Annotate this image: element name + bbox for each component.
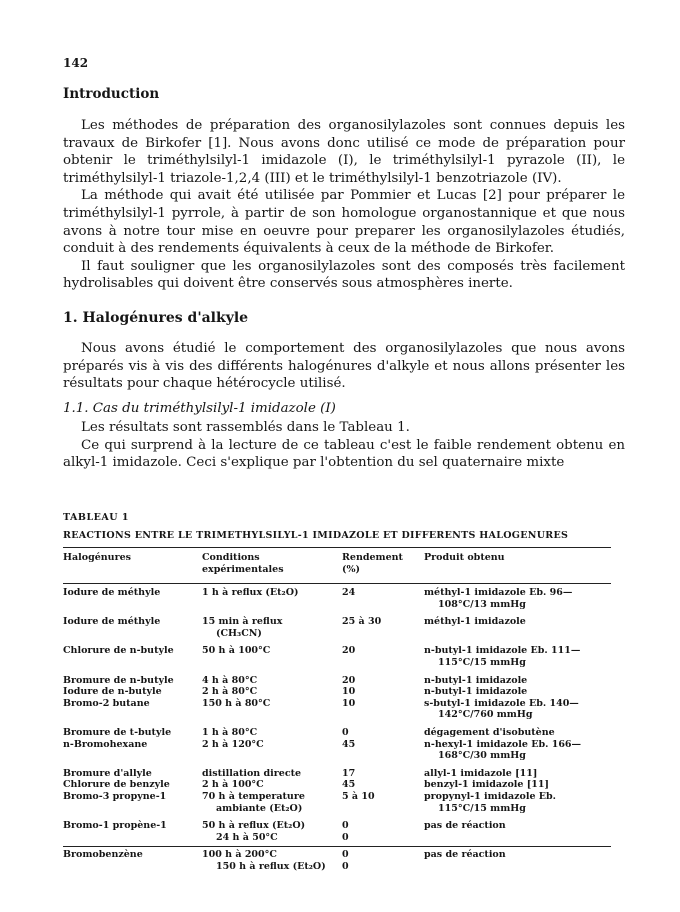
cell-halogenure: Chlorure de benzyle xyxy=(63,779,170,791)
cell-rendement-line: 20 xyxy=(342,645,356,657)
cell-rendement-line: 0 xyxy=(342,820,349,832)
section-body xyxy=(63,340,625,393)
cell-conditions xyxy=(202,698,330,710)
cell-produit xyxy=(424,820,614,832)
cell-conditions xyxy=(202,779,330,791)
cell-produit-line: allyl-1 imidazole [11] xyxy=(424,767,538,779)
cell-conditions-line: 150 h à 80°C xyxy=(202,697,271,709)
cell-rendement-line: 0 xyxy=(342,849,349,861)
cell-rendement-line: 5 à 10 xyxy=(342,790,375,802)
cell-rendement-line: 0 xyxy=(342,860,349,872)
cell-conditions-line: 1 h à 80°C xyxy=(202,726,258,738)
cell-conditions-line: 150 h à reflux (Et₂O) xyxy=(216,860,326,872)
cell-produit-line: 142°C/760 mmHg xyxy=(438,709,533,721)
cell-halogenure: Bromure d'allyle xyxy=(63,767,152,779)
cell-conditions xyxy=(202,686,330,698)
cell-conditions xyxy=(202,675,330,687)
cell-produit-line: 115°C/15 mmHg xyxy=(438,802,526,814)
cell-halogenure: Bromure de t-butyle xyxy=(63,726,172,738)
cell-produit xyxy=(424,779,614,791)
table-row xyxy=(63,616,611,639)
cell-produit-line: n-hexyl-1 imidazole Eb. 166— xyxy=(424,738,582,750)
cell-rendement xyxy=(342,686,414,698)
table-row xyxy=(63,587,611,610)
cell-produit xyxy=(424,587,614,610)
cell-produit xyxy=(424,645,614,668)
table-header-row xyxy=(63,552,611,578)
cell-produit xyxy=(424,739,614,762)
cell-conditions xyxy=(202,768,330,780)
cell-rendement-line: 25 à 30 xyxy=(342,616,382,628)
table-bottom-rule xyxy=(63,846,611,847)
cell-conditions-line: 2 h à 100°C xyxy=(202,779,264,791)
table-row xyxy=(63,675,611,687)
table-row xyxy=(63,768,611,780)
cell-conditions-line: ambiante (Et₂O) xyxy=(216,802,303,814)
table-row xyxy=(63,791,611,814)
cell-produit-line: n-butyl-1 imidazole xyxy=(424,674,528,686)
cell-produit xyxy=(424,698,614,721)
subsection-heading: 1.1. Cas du triméthylsilyl-1 imidazole (I) xyxy=(63,401,336,416)
cell-produit-line: n-butyl-1 imidazole xyxy=(424,686,528,698)
cell-conditions xyxy=(202,587,330,599)
cell-rendement-line: 17 xyxy=(342,767,356,779)
cell-rendement xyxy=(342,727,414,739)
cell-rendement-line: 0 xyxy=(342,726,349,738)
cell-rendement xyxy=(342,587,414,599)
table-row xyxy=(63,698,611,721)
cell-halogenure: Bromo-1 propène-1 xyxy=(63,820,167,832)
cell-conditions-line: 50 h à reflux (Et₂O) xyxy=(202,820,306,832)
cell-conditions-line: (CH₃CN) xyxy=(216,627,262,639)
cell-conditions-line: 100 h à 200°C xyxy=(202,849,277,861)
cell-halogenure: Bromobenzène xyxy=(63,849,143,861)
intro-paragraph-2: La méthode qui avait été utilisée par Pommier et Lucas [2] pour préparer le triméthylsilyl-1 pyrrole, à partir de son homologue organostannique et que nous avons à notre tour mise en oeuvre pour preparer les organosilylazoles étudiés, conduit à des rendements équivalents à ceux de la méthode de Birkofer. xyxy=(63,188,625,257)
cell-produit-line: s-butyl-1 imidazole Eb. 140— xyxy=(424,697,579,709)
cell-produit xyxy=(424,768,614,780)
cell-rendement-line: 45 xyxy=(342,738,356,750)
table-row xyxy=(63,727,611,739)
cell-produit-line: méthyl-1 imidazole Eb. 96— xyxy=(424,587,573,598)
table-header-rule xyxy=(63,583,611,584)
cell-conditions-line: 50 h à 100°C xyxy=(202,645,271,657)
cell-rendement xyxy=(342,645,414,657)
subsection-paragraph-1: Les résultats sont rassemblés dans le Tableau 1. xyxy=(81,420,410,435)
cell-rendement xyxy=(342,675,414,687)
table-top-rule xyxy=(63,547,611,548)
results-table xyxy=(63,552,611,872)
cell-rendement xyxy=(342,768,414,780)
cell-rendement xyxy=(342,791,414,803)
cell-rendement xyxy=(342,820,414,843)
cell-rendement-line: 10 xyxy=(342,686,356,698)
cell-conditions xyxy=(202,791,330,814)
cell-produit xyxy=(424,727,614,739)
header-conditions: Conditions expérimentales xyxy=(202,552,284,575)
cell-rendement-line: 45 xyxy=(342,779,356,791)
cell-conditions-line: 2 h à 80°C xyxy=(202,686,258,698)
table-row xyxy=(63,779,611,791)
section-paragraph-1: Nous avons étudié le comportement des organosilylazoles que nous avons préparés vis à vis des différents halogénures d'alkyle et nous allons présenter les résultats pour chaque hétérocycle utilisé. xyxy=(63,341,625,392)
cell-produit-line: 115°C/15 mmHg xyxy=(438,656,526,668)
cell-conditions-line: 2 h à 120°C xyxy=(202,738,264,750)
cell-rendement-line: 0 xyxy=(342,831,349,843)
cell-produit-line: propynyl-1 imidazole Eb. xyxy=(424,790,556,802)
cell-halogenure: Iodure de n-butyle xyxy=(63,686,162,698)
cell-conditions-line: 70 h à temperature xyxy=(202,790,305,802)
page-number: 142 xyxy=(63,56,89,70)
cell-halogenure: Iodure de méthyle xyxy=(63,587,161,598)
cell-produit-line: 168°C/30 mmHg xyxy=(438,750,526,762)
cell-conditions-line: 15 min à reflux xyxy=(202,616,283,628)
cell-produit-line: 108°C/13 mmHg xyxy=(438,598,526,610)
introduction-body xyxy=(63,117,625,293)
cell-rendement xyxy=(342,849,414,872)
table-row xyxy=(63,820,611,843)
intro-paragraph-3: Il faut souligner que les organosilylazoles sont des composés très facilement hydrolisables qui doivent être conservés sous atmosphères inerte. xyxy=(63,258,625,292)
cell-rendement xyxy=(342,779,414,791)
cell-conditions-line: 24 h à 50°C xyxy=(216,831,278,843)
cell-conditions xyxy=(202,820,330,843)
table-row xyxy=(63,849,611,872)
cell-produit xyxy=(424,616,614,628)
intro-paragraph-1: Les méthodes de préparation des organosilylazoles sont connues depuis les travaux de Birkofer [1]. Nous avons donc utilisé ce mode de préparation pour obtenir le triméthylsilyl-1 imidazole (I), le triméthylsilyl-1 pyrazole (II), le triméthylsilyl-1 triazole-1,2,4 (III) et le triméthylsilyl-1 benzotriazole (IV). xyxy=(63,118,625,186)
cell-produit xyxy=(424,675,614,687)
header-produit: Produit obtenu xyxy=(424,552,505,563)
section-heading: 1. Halogénures d'alkyle xyxy=(63,310,249,326)
cell-halogenure: Bromo-2 butane xyxy=(63,697,150,709)
cell-produit xyxy=(424,791,614,814)
cell-produit-line: méthyl-1 imidazole xyxy=(424,616,526,628)
table-row xyxy=(63,739,611,762)
cell-rendement-line: 20 xyxy=(342,674,356,686)
cell-conditions xyxy=(202,849,330,872)
cell-rendement-line: 24 xyxy=(342,587,356,598)
cell-halogenure: Iodure de méthyle xyxy=(63,616,161,628)
cell-conditions xyxy=(202,645,330,657)
table-row xyxy=(63,645,611,668)
cell-conditions xyxy=(202,739,330,751)
cell-conditions xyxy=(202,616,330,639)
cell-halogenure: Bromo-3 propyne-1 xyxy=(63,790,167,802)
cell-halogenure: n-Bromohexane xyxy=(63,738,148,750)
cell-conditions-line: 4 h à 80°C xyxy=(202,674,258,686)
header-rendement: Rendement (%) xyxy=(342,552,403,575)
cell-produit-line: dégagement d'isobutène xyxy=(424,726,555,738)
cell-produit-line: n-butyl-1 imidazole Eb. 111— xyxy=(424,645,581,657)
cell-rendement xyxy=(342,739,414,751)
table-row xyxy=(63,686,611,698)
introduction-heading: Introduction xyxy=(63,86,160,102)
cell-rendement xyxy=(342,616,414,628)
table-label: TABLEAU 1 xyxy=(63,512,129,523)
cell-produit-line: pas de réaction xyxy=(424,820,506,832)
cell-rendement-line: 10 xyxy=(342,697,356,709)
cell-produit xyxy=(424,849,614,861)
cell-produit-line: benzyl-1 imidazole [11] xyxy=(424,779,549,791)
cell-halogenure: Bromure de n-butyle xyxy=(63,674,174,686)
cell-conditions-line: 1 h à reflux (Et₂O) xyxy=(202,587,299,598)
cell-conditions xyxy=(202,727,330,739)
cell-produit-line: pas de réaction xyxy=(424,849,506,861)
cell-rendement xyxy=(342,698,414,710)
cell-halogenure: Chlorure de n-butyle xyxy=(63,645,174,657)
table-caption: REACTIONS ENTRE LE TRIMETHYLSILYL-1 IMIDAZOLE ET DIFFERENTS HALOGENURES xyxy=(63,530,569,541)
cell-conditions-line: distillation directe xyxy=(202,767,302,779)
subsection-paragraph-2: Ce qui surprend à la lecture de ce tableau c'est le faible rendement obtenu en alkyl-1 imidazole. Ceci s'explique par l'obtention du sel quaternaire mixte xyxy=(63,437,625,471)
cell-produit xyxy=(424,686,614,698)
subsection-body xyxy=(63,419,625,472)
header-halogenures: Halogénures xyxy=(63,552,131,563)
